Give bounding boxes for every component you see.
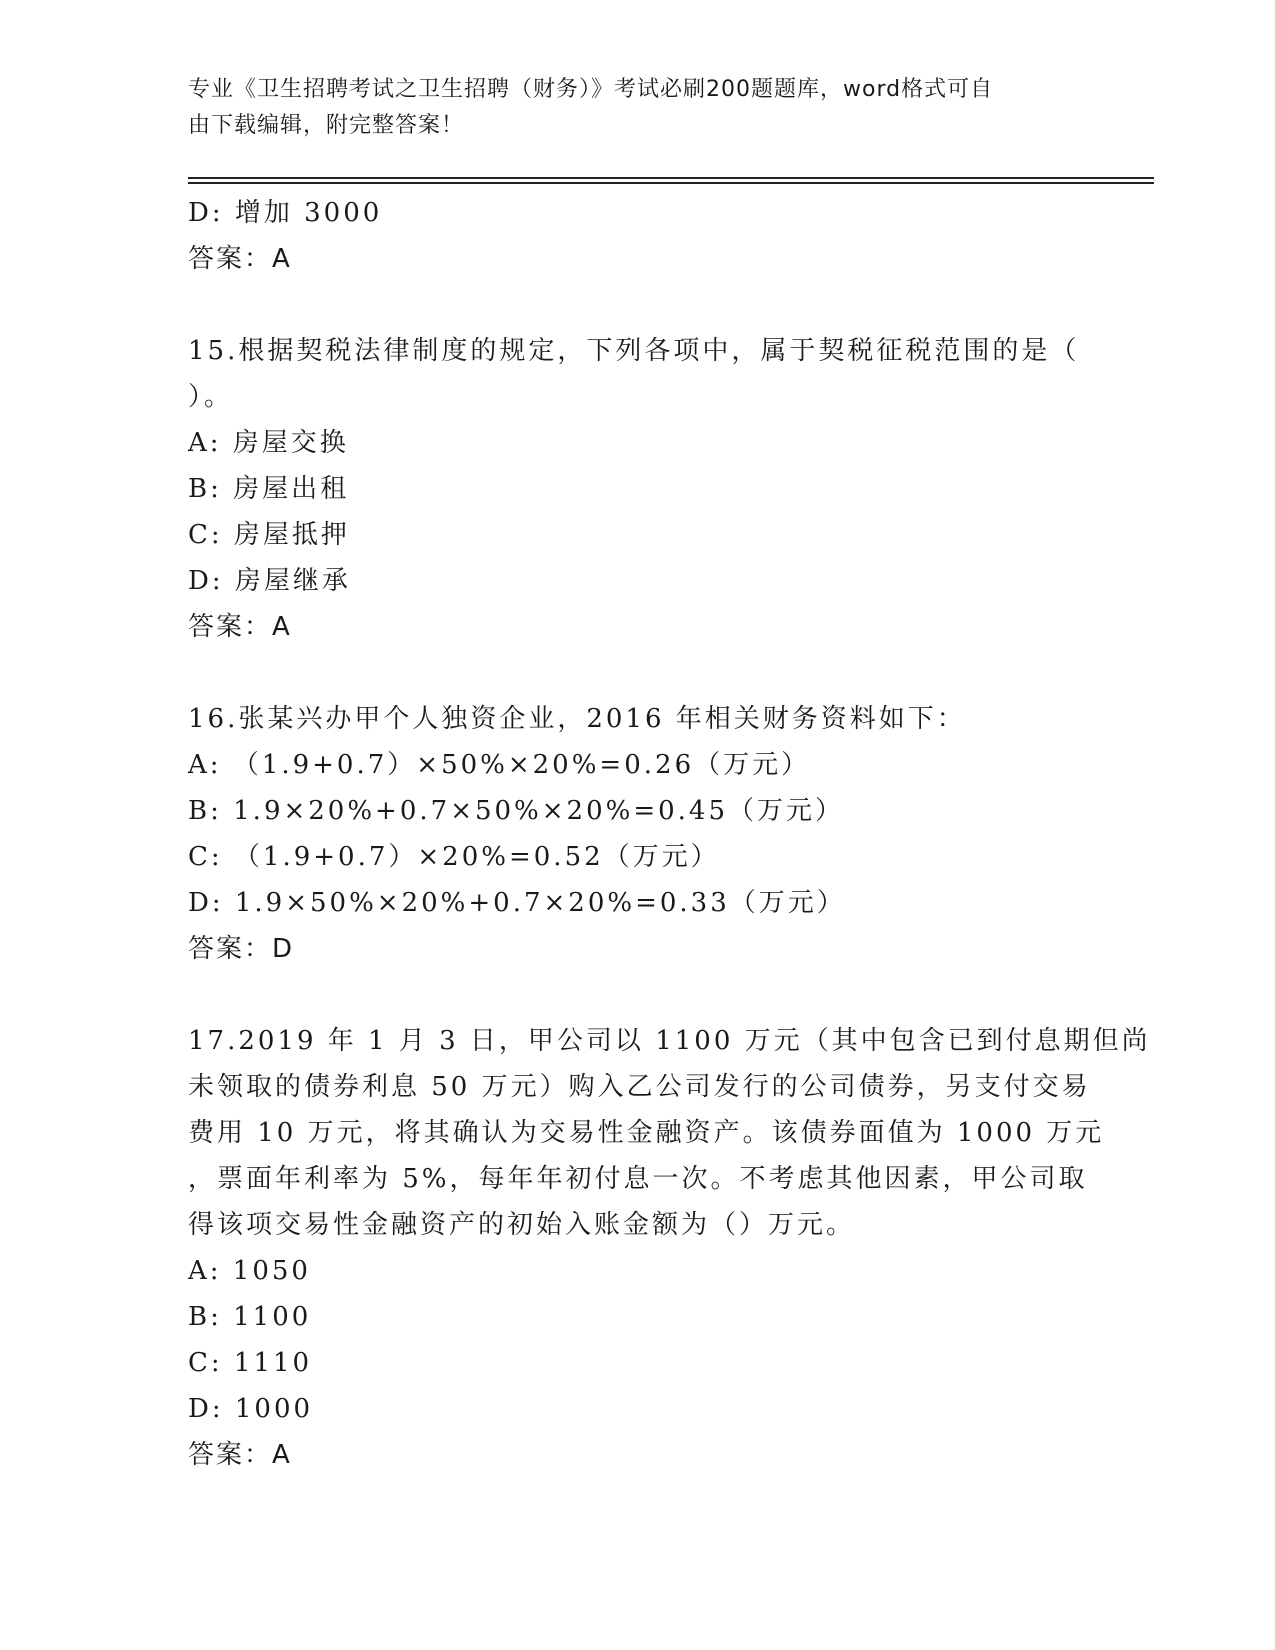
header-rule-bottom <box>188 182 1154 184</box>
question-16 <box>188 696 1088 972</box>
option-d: D: 房屋继承 <box>188 566 351 596</box>
question-15 <box>188 328 1088 650</box>
stem-line: 15.根据契税法律制度的规定，下列各项中，属于契税征税范围的是（ <box>188 336 1080 366</box>
stem-line: ）。 <box>188 382 234 412</box>
option-a: A: 房屋交换 <box>188 428 349 458</box>
document-body <box>188 190 1151 1478</box>
option-d: D: 1.9×50%×20%+0.7×20%=0.33（万元） <box>188 888 846 918</box>
option-d: D: 增加 3000 <box>188 198 383 228</box>
previous-question-tail <box>188 190 1088 282</box>
stem-line: 未领取的债券利息 50 万元）购入乙公司发行的公司债券，另支付交易 <box>188 1072 1091 1102</box>
header-line-1: 专业《卫生招聘考试之卫生招聘（财务）》考试必刷200题题库，word格式可自 <box>188 77 994 102</box>
question-17 <box>188 1018 1151 1478</box>
stem-line: 得该项交易性金融资产的初始入账金额为（）万元。 <box>188 1210 856 1240</box>
question-stem <box>188 1018 1151 1248</box>
stem-line: ，票面年利率为 5%，每年年初付息一次。不考虑其他因素，甲公司取 <box>188 1164 1088 1194</box>
stem-line: 16.张某兴办甲个人独资企业，2016 年相关财务资料如下： <box>188 704 966 734</box>
header-line-2: 由下载编辑，附完整答案！ <box>188 113 465 138</box>
option-c: C: 房屋抵押 <box>188 520 350 550</box>
answer: 答案：A <box>188 244 292 274</box>
header-rule-top <box>188 177 1154 179</box>
option-c: C: 1110 <box>188 1348 313 1378</box>
option-a: A: 1050 <box>188 1256 311 1286</box>
document-header <box>188 72 1068 144</box>
option-b: B: 房屋出租 <box>188 474 350 504</box>
answer: 答案：A <box>188 612 292 642</box>
question-stem <box>188 696 1068 742</box>
option-b: B: 1100 <box>188 1302 312 1332</box>
stem-line: 费用 10 万元，将其确认为交易性金融资产。该债券面值为 1000 万元 <box>188 1118 1105 1148</box>
answer: 答案：D <box>188 934 295 964</box>
option-c: C: （1.9+0.7）×20%=0.52（万元） <box>188 842 720 872</box>
option-b: B: 1.9×20%+0.7×50%×20%=0.45（万元） <box>188 796 845 826</box>
stem-line: 17.2019 年 1 月 3 日，甲公司以 1100 万元（其中包含已到付息期但尚 <box>188 1026 1151 1056</box>
option-d: D: 1000 <box>188 1394 314 1424</box>
option-a: A: （1.9+0.7）×50%×20%=0.26（万元） <box>188 750 811 780</box>
question-stem <box>188 328 1080 420</box>
answer: 答案：A <box>188 1440 292 1470</box>
